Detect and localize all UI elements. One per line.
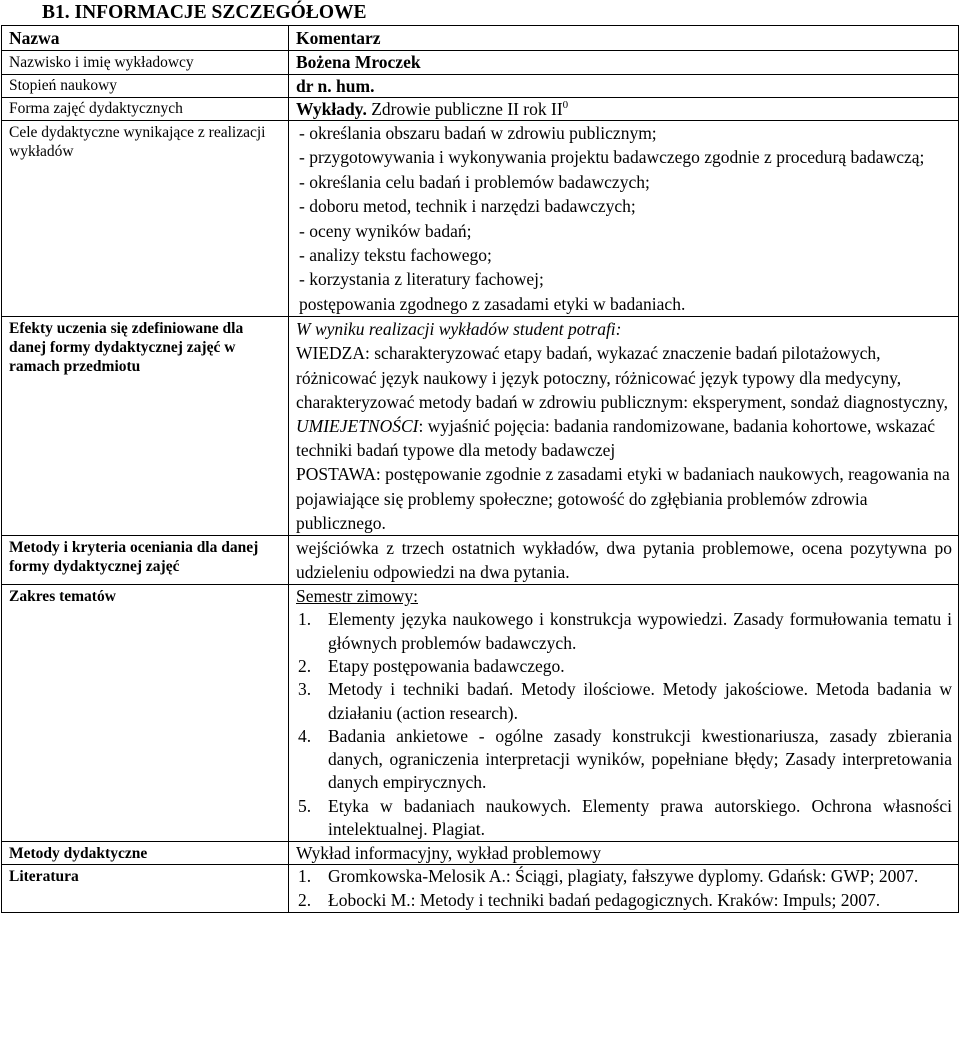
literature-num: 1. xyxy=(298,866,312,887)
assessment-label: Metody i kryteria oceniania dla danej formy dydaktycznej zajęć xyxy=(2,536,289,585)
form-value xyxy=(289,98,959,121)
goal-item: postępowania zgodnego z zasadami etyki w badaniach. xyxy=(299,293,686,314)
literature-text: Łobocki M.: Metody i techniki badań pedagogicznych. Kraków: Impuls; 2007. xyxy=(328,889,881,910)
degree-label: Stopień naukowy xyxy=(2,75,289,98)
lecturer-value: Bożena Mroczek xyxy=(289,51,959,75)
outcomes-skills-text: : wyjaśnić pojęcia: badania randomizowane, badania kohortowe, wskazać techniki badań typowe dla metody badawczej xyxy=(296,416,936,461)
form-label: Forma zajęć dydaktycznych xyxy=(2,98,289,121)
goal-item: - analizy tekstu fachowego; xyxy=(299,245,492,266)
goal-item: - doboru metod, technik i narzędzi badawczych; xyxy=(299,196,636,217)
outcomes-label: Efekty uczenia się zdefiniowane dla danej formy dydaktycznej zajęć w ramach przedmiotu xyxy=(2,317,289,536)
outcomes-skills xyxy=(296,414,952,462)
literature-item xyxy=(296,889,952,912)
topic-num: 2. xyxy=(298,655,312,676)
goals-list xyxy=(289,121,959,317)
outcomes-text xyxy=(289,317,959,536)
topic-text: Etapy postępowania badawczego. xyxy=(328,655,565,676)
table-header-row xyxy=(2,26,959,51)
outcomes-intro: W wyniku realizacji wykładów student potrafi: xyxy=(296,319,622,340)
topic-text: Badania ankietowe - ogólne zasady konstrukcji kwestionariusza, zasady zbierania danych, ograniczenia interpretacji wyników, popełniane błędy; Zasady interpretowania danych empirycznych. xyxy=(328,725,952,793)
topics-label: Zakres tematów xyxy=(2,585,289,842)
goal-item: - korzystania z literatury fachowej; xyxy=(299,269,544,290)
topic-text: Etyka w badaniach naukowych. Elementy prawa autorskiego. Ochrona własności intelektualnej. Plagiat. xyxy=(328,795,952,840)
topic-text: Elementy języka naukowego i konstrukcja wypowiedzi. Zasady formułowania tematu i głównych problemów badawczych. xyxy=(328,609,952,653)
lecturer-row xyxy=(2,51,959,75)
topic-item xyxy=(296,795,952,842)
topic-text: Metody i techniki badań. Metody ilościowe. Metody jakościowe. Metoda badania w działaniu (action research). xyxy=(328,679,952,723)
goal-item: - oceny wyników badań; xyxy=(299,220,472,241)
outcomes-knowledge: WIEDZA: scharakteryzować etapy badań, wykazać znaczenie badań pilotażowych, różnicować język naukowy i język potoczny, różnicować język typowy dla medycyny, charakteryzować metody badań w zdrowiu publicznym: eksperyment, sondaż diagnostyczny, xyxy=(296,343,948,412)
literature-text: Gromkowska-Melosik A.: Ściągi, plagiaty, fałszywe dyplomy. Gdańsk: GWP; 2007. xyxy=(328,866,919,887)
goal-item: - określania celu badań i problemów badawczych; xyxy=(299,171,650,192)
form-row xyxy=(2,98,959,121)
form-value-rest: Zdrowie publiczne II rok II xyxy=(366,99,563,119)
outcomes-skills-label: UMIEJETNOŚCI xyxy=(296,416,419,437)
methods-label: Metody dydaktyczne xyxy=(2,842,289,865)
goals-row xyxy=(2,121,959,317)
assessment-value: wejściówka z trzech ostatnich wykładów, dwa pytania problemowe, ocena pozytywna po udzieleniu odpowiedzi na dwa pytania. xyxy=(289,536,959,585)
outcomes-attitude: POSTAWA: postępowanie zgodnie z zasadami etyki w badaniach naukowych, reagowania na pojawiające się problemy społeczne; gotowość do zgłębiania problemów zdrowia publicznego. xyxy=(296,464,950,533)
degree-row xyxy=(2,75,959,98)
topic-num: 4. xyxy=(298,725,312,746)
literature-num: 2. xyxy=(298,889,312,910)
topics-list xyxy=(289,585,959,842)
topic-num: 5. xyxy=(298,795,312,816)
topic-item xyxy=(296,608,952,655)
topics-row xyxy=(2,585,959,842)
header-name: Nazwa xyxy=(2,26,289,51)
header-comment: Komentarz xyxy=(289,26,959,51)
literature-item xyxy=(296,865,952,888)
topic-item xyxy=(296,655,952,678)
topic-num: 1. xyxy=(298,609,312,630)
literature-label: Literatura xyxy=(2,865,289,913)
assessment-row xyxy=(2,536,959,585)
methods-row xyxy=(2,842,959,865)
degree-value: dr n. hum. xyxy=(289,75,959,98)
literature-row xyxy=(2,865,959,913)
form-value-bold: Wykłady. xyxy=(296,99,367,119)
form-value-sup: 0 xyxy=(562,99,569,111)
topic-num: 3. xyxy=(298,679,312,700)
topics-semester: Semestr zimowy: xyxy=(296,586,418,607)
methods-value: Wykład informacyjny, wykład problemowy xyxy=(289,842,959,865)
details-table xyxy=(1,25,959,913)
topic-item xyxy=(296,678,952,725)
goal-item: - przygotowywania i wykonywania projektu badawczego zgodnie z procedurą badawczą; xyxy=(299,147,925,168)
goals-label: Cele dydaktyczne wynikające z realizacji wykładów xyxy=(2,121,289,317)
literature-list xyxy=(289,865,959,913)
topic-item xyxy=(296,725,952,795)
outcomes-row xyxy=(2,317,959,536)
lecturer-label: Nazwisko i imię wykładowcy xyxy=(2,51,289,75)
goal-item: - określania obszaru badań w zdrowiu publicznym; xyxy=(299,123,657,143)
section-title: B1. INFORMACJE SZCZEGÓŁOWE xyxy=(42,2,367,23)
